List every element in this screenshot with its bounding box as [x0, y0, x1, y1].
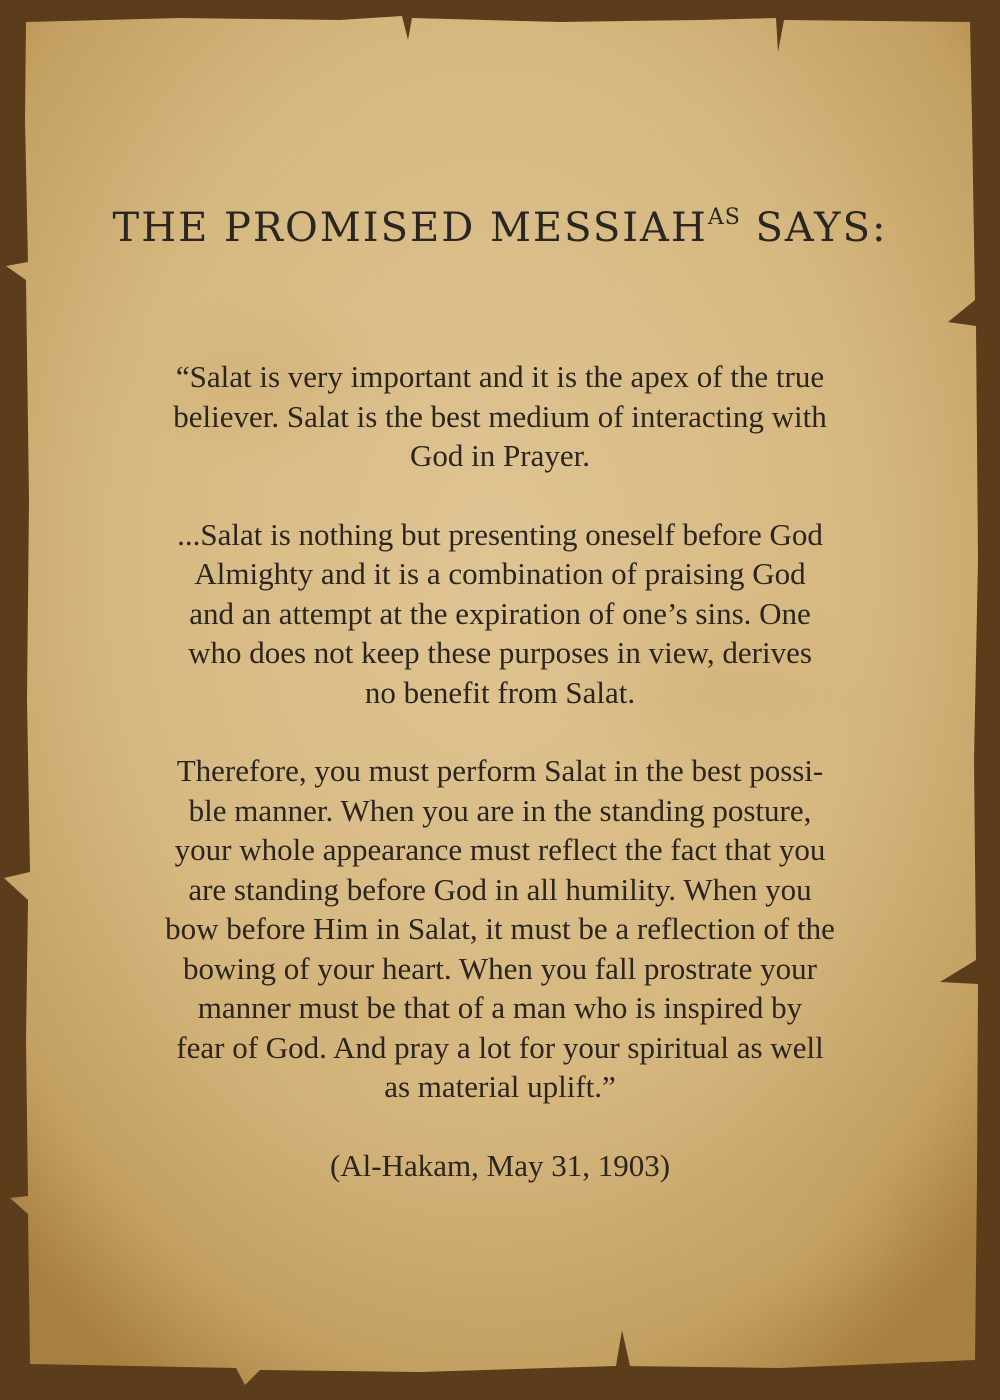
quote-line: no benefit from Salat.: [364, 674, 636, 710]
title-after: SAYS:: [740, 205, 888, 251]
quote-line: your whole appearance must reflect the fact that you: [174, 832, 826, 867]
quote-line: and an attempt at the expiration of one’s sins. One: [189, 595, 811, 631]
quote-line: as material uplift.”: [384, 1069, 616, 1104]
quote-paragraph-1: [90, 357, 910, 476]
document-content: [90, 205, 910, 1185]
page-title: [90, 205, 910, 251]
quote-line: “Salat is very important and it is the apex of the true: [175, 359, 825, 394]
quote-line: Therefore, you must perform Salat in the best possi-: [176, 753, 824, 788]
quote-line: who does not keep these purposes in view, derives: [188, 635, 812, 670]
quote-paragraph-2: [90, 515, 910, 713]
title-main: THE PROMISED MESSIAH: [112, 205, 708, 251]
citation: (Al-Hakam, May 31, 1903): [329, 1147, 671, 1183]
quote-line: bow before Him in Salat, it must be a reflection of the: [165, 911, 835, 946]
quote-line: fear of God. And pray a lot for your spiritual as well: [176, 1029, 824, 1065]
title-superscript: AS: [707, 205, 741, 230]
quote-line: God in Prayer.: [410, 438, 590, 473]
quote-line: believer. Salat is the best medium of interacting with: [173, 398, 827, 434]
quote-line: bowing of your heart. When you fall prostrate your: [183, 950, 817, 986]
quote-line: Almighty and it is a combination of praising God: [194, 556, 806, 591]
quote-line: ...Salat is nothing but presenting oneself before God: [177, 516, 823, 552]
quote-line: manner must be that of a man who is inspired by: [197, 990, 803, 1025]
quote-paragraph-3: [90, 751, 910, 1107]
quote-line: ble manner. When you are in the standing posture,: [188, 792, 812, 828]
quote-line: are standing before God in all humility. When you: [188, 871, 812, 907]
